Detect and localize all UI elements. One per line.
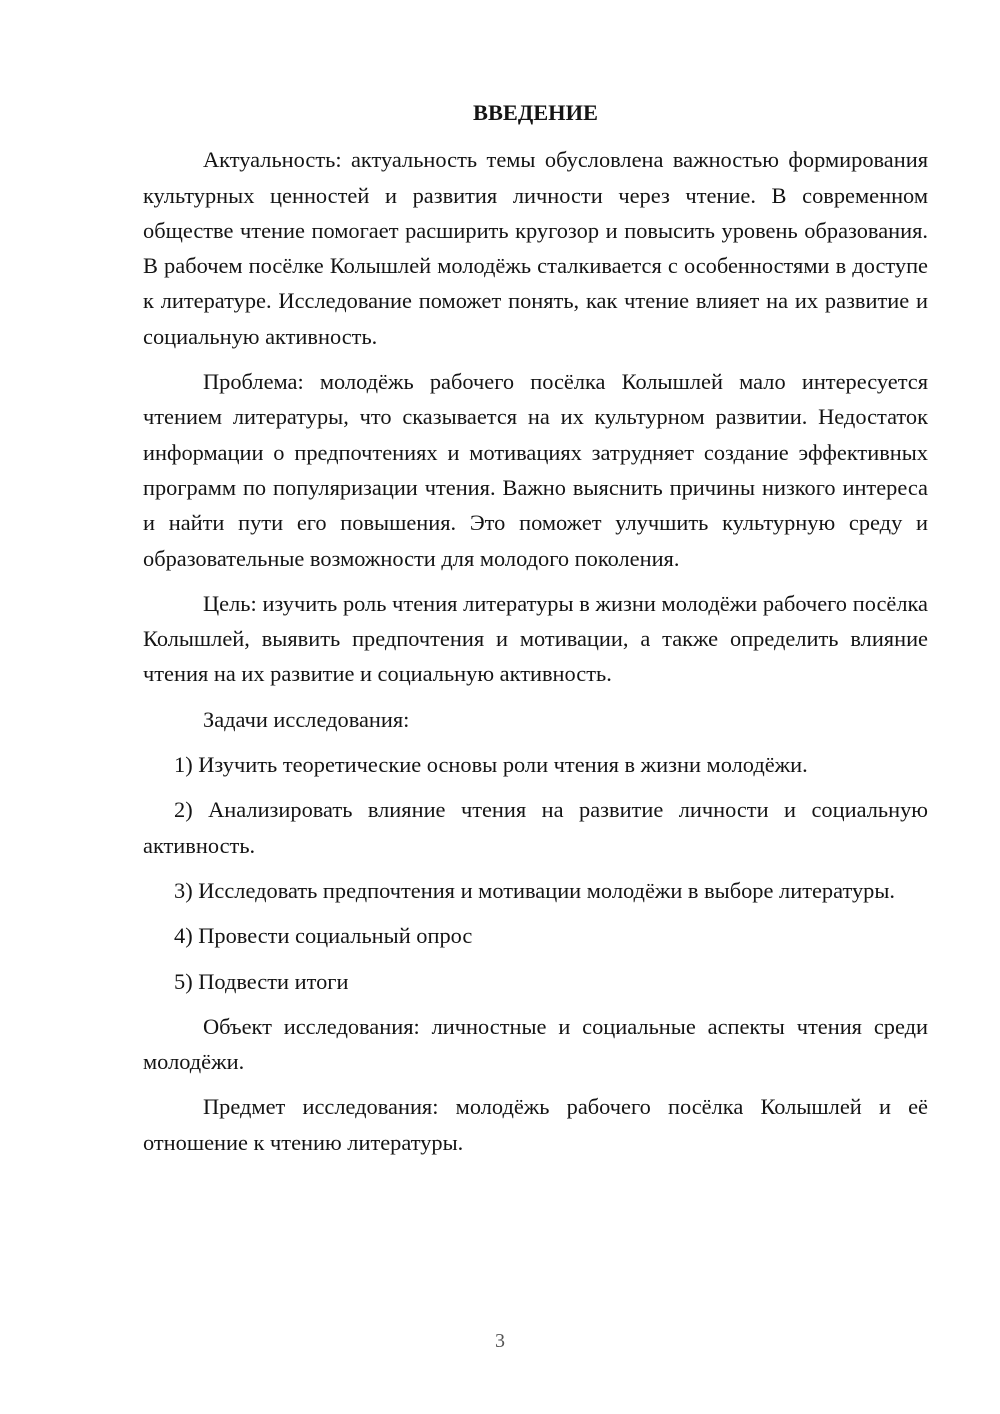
research-subject-paragraph: Предмет исследования: молодёжь рабочего посёлка Колышлей и её отношение к чтению литературы.: [143, 1094, 928, 1155]
document-page: [143, 95, 928, 1170]
problem-paragraph: Проблема: молодёжь рабочего посёлка Колышлей мало интересуется чтением литературы, что сказывается на их культурном развитии. Недостаток информации о предпочтениях и мотивациях затрудняет создание эффективных программ по популяризации чтения. Важно выяснить причины низкого интереса и найти пути его повышения. Это поможет улучшить культурную среду и образовательные возможности для молодого поколения.: [143, 369, 928, 571]
task-item: 2) Анализировать влияние чтения на развитие личности и социальную активность.: [143, 797, 928, 858]
goal-paragraph: Цель: изучить роль чтения литературы в жизни молодёжи рабочего посёлка Колышлей, выявить предпочтения и мотивации, а также определить влияние чтения на их развитие и социальную активность.: [143, 590, 928, 687]
page-number: 3: [495, 1330, 505, 1352]
task-item: 3) Исследовать предпочтения и мотивации молодёжи в выборе литературы.: [174, 877, 895, 903]
section-title: ВВЕДЕНИЕ: [473, 100, 598, 125]
tasks-heading: Задачи исследования:: [203, 706, 410, 732]
task-item: 5) Подвести итоги: [174, 968, 349, 994]
relevance-paragraph: Актуальность: актуальность темы обусловлена важностью формирования культурных ценностей и развития личности через чтение. В современном обществе чтение помогает расширить кругозор и повысить уровень образования. В рабочем посёлке Колышлей молодёжь сталкивается с особенностями в доступе к литературе. Исследование поможет понять, как чтение влияет на их развитие и социальную активность.: [143, 147, 928, 349]
task-item: 4) Провести социальный опрос: [174, 923, 473, 949]
research-object-paragraph: Объект исследования: личностные и социальные аспекты чтения среди молодёжи.: [143, 1013, 928, 1075]
task-item: 1) Изучить теоретические основы роли чтения в жизни молодёжи.: [174, 752, 808, 778]
